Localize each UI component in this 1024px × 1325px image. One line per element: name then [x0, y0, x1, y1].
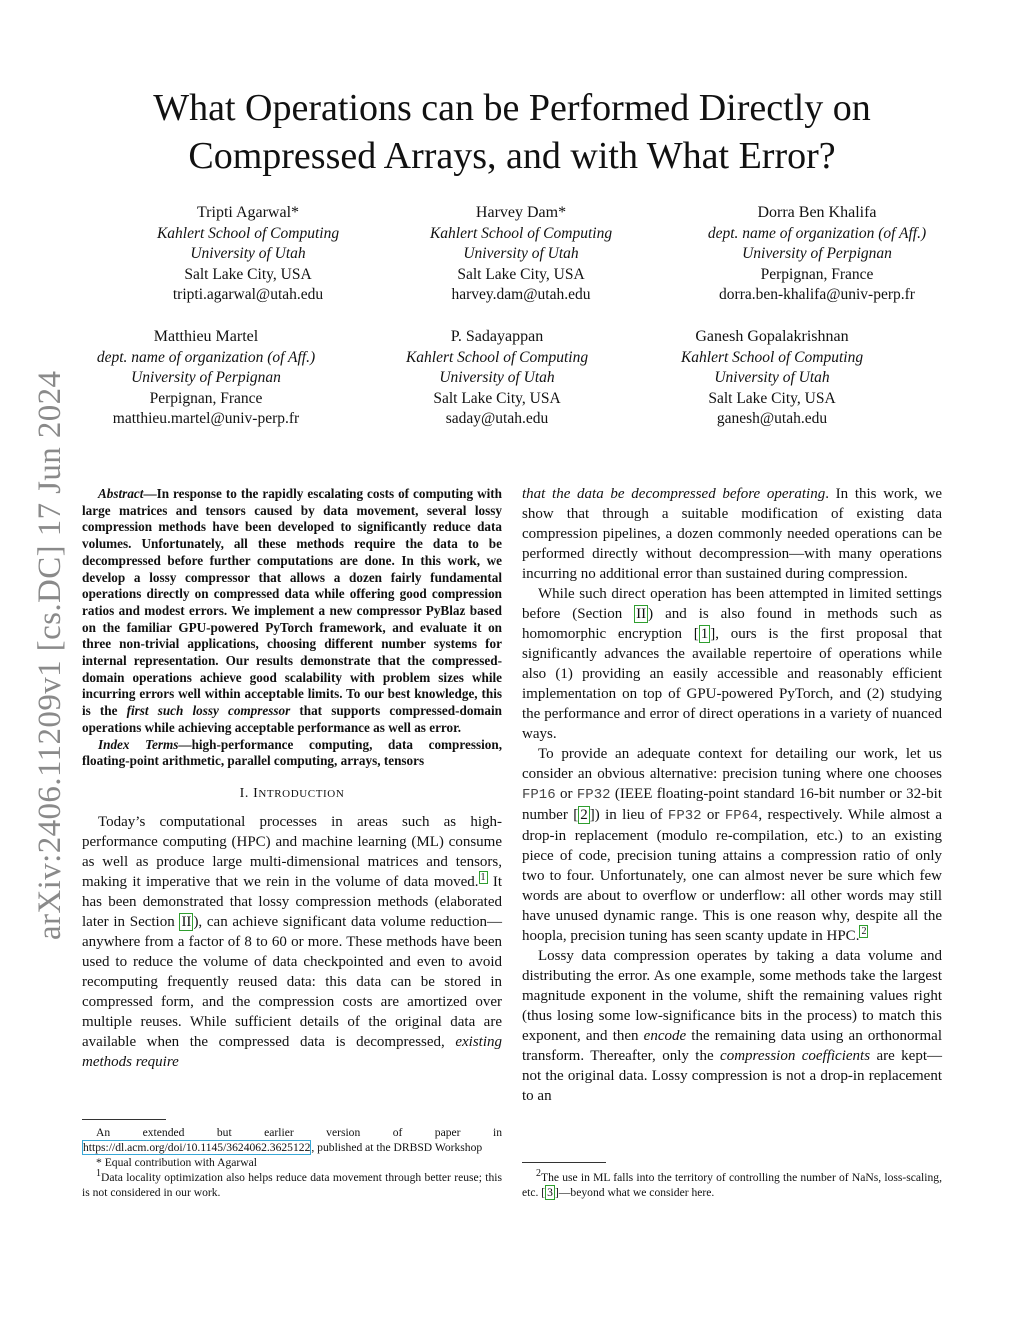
footnote-rule [522, 1162, 606, 1163]
title-line-1: What Operations can be Performed Directly on [153, 87, 871, 129]
author-name: Tripti Agarwal* [196, 204, 300, 221]
author-city: Salt Lake City, USA [184, 265, 312, 283]
author-email[interactable]: dorra.ben-khalifa@univ-perp.fr [719, 286, 915, 303]
author-city: Salt Lake City, USA [708, 389, 836, 407]
author-email[interactable]: harvey.dam@utah.edu [451, 286, 591, 303]
author-block [70, 327, 342, 430]
author-dept: dept. name of organization (of Aff.) [96, 348, 316, 366]
equal-contribution-note: * Equal contribution with Agarwal [96, 1156, 257, 1169]
author-block [128, 203, 368, 306]
body-paragraph: While such direct operation has been attempted in limited settings before (Section II ) and is also found in methods such as homomorphic encryption [ 1 ], ours is the first proposal that significantly advances the available repertoire of operations while also (1) providing an easily accessible and reasonably efficient implementation on top of GPU-powered PyTorch, and (2) studying the performance and error of direct operations in a variety of nuanced ways. [522, 586, 942, 742]
paper-title [90, 84, 934, 180]
footnotes-right: $^2$The use in ML falls into the territory of controlling the number of NaNs, loss-scaling, etc. [ 3 ]—beyond what we consider here. [522, 1168, 942, 1199]
citation-link[interactable]: 3 [547, 1186, 553, 1199]
section-ref-link[interactable]: II [636, 606, 647, 622]
abstract-text: —In response to the rapidly escalating costs of computing with large matrices and tensors caused by data movement, several lossy compression methods have been developed to significantly reduce data volumes. Unfortunately, all these methods require the data to be decompressed before further computations are done. In this work, we develop a lossy compressor that allows a dozen fairly fundamental operations directly on compressed data while offering good compression ratios and modest errors. We implement a new compressor PyBlaz based on the familiar GPU-powered PyTorch framework, and evaluate it on three non-trivial applications, choosing different number systems for internal representation. Our results demonstrate that the compressed-domain operations achieve good scalability with problem sizes while incurring errors well within acceptable limits. To our best knowledge, this is the [82, 486, 502, 719]
author-block [651, 327, 893, 430]
author-email[interactable]: ganesh@utah.edu [716, 410, 828, 427]
doi-link[interactable]: https://dl.acm.org/doi/10.1145/3624062.3625122 [83, 1141, 311, 1154]
author-dept: Kahlert School of Computing [680, 348, 864, 366]
abstract-emphasis: first such lossy compressor [126, 703, 291, 719]
index-terms-text: —high-performance computing, data compression, floating-point arithmetic, parallel computing, arrays, tensors [82, 736, 502, 769]
arxiv-identifier: arXiv:2406.11209v1 [cs.DC] 17 Jun 2024 [32, 370, 68, 940]
author-name: Ganesh Gopalakrishnan [695, 328, 849, 345]
author-city: Perpignan, France [149, 389, 263, 407]
footnotes-left: An extended but earlier version of paper in https://dl.acm.org/doi/10.1145/3624062.3625122, published at the DRBSD Workshop * Equal contribution with Agarwal $^1$Data locality optimization also helps reduce data movement through better reuse; this is not considered in our work. [82, 1126, 502, 1199]
author-org: University of Perpignan [131, 369, 281, 386]
author-city: Salt Lake City, USA [457, 265, 585, 283]
body-paragraph: that the data be decompressed before operating. In this work, we show that through a suitable modification of existing data compression pipelines, a dozen commonly needed operations can be performed directly without decompression—with many operations incurring no additional error than sustained during compression. [522, 486, 942, 582]
abstract-text-end: that supports compressed-domain operations while achieving acceptable performance as well as error. [82, 703, 502, 735]
section-ref-link[interactable]: II [181, 913, 192, 930]
author-email[interactable]: tripti.agarwal@utah.edu [172, 286, 324, 303]
right-column [522, 484, 942, 1106]
footnote-1-marker[interactable]: 1 [480, 871, 486, 883]
author-dept: Kahlert School of Computing [405, 348, 589, 366]
author-city: Salt Lake City, USA [433, 389, 561, 407]
author-name: Matthieu Martel [153, 328, 259, 345]
author-dept: dept. name of organization (of Aff.) [707, 224, 927, 242]
footnote-rule [82, 1119, 166, 1120]
author-email[interactable]: saday@utah.edu [445, 410, 549, 427]
footnote-2-marker[interactable]: 2 [861, 926, 867, 937]
author-name: Harvey Dam* [475, 204, 567, 221]
intro-paragraph: Today’s computational processes in areas such as high-performance computing (HPC) and machine learning (ML) consume as well as produce large multi-dimensional matrices and tensors, making it imperative that we rein in the volume of data moved. $^1$ It has been demonstrated that lossy compression methods (elaborated later in Section II ), can achieve significant data volume reduction—anywhere from a factor of 8 to 60 or more. These methods have been used to reduce the volume of data checkpointed and even to avoid recomputing frequently reused data: this data can be stored in compressed form, and the compression costs are amortized over multiple reuses. While sufficient details of the original data are available when the compressed data is decompressed, existing methods require [82, 813, 502, 1070]
author-org: University of Utah [714, 369, 830, 386]
body-paragraph: To provide an adequate context for detailing our work, let us consider an obvious alternative: precision tuning where one chooses FP16 or FP32 (IEEE floating-point standard 16-bit number or 32-bit number [ 2 ]) in lieu of FP32 or FP64, respectively. While almost a drop-in replacement (modulo re-compilation, etc.) to an existing piece of code, precision tuning attains a compression ratio of only two to four. Unfortunately, one can almost never be sure which few words are about to overflow or underflow: all other words may still have unused dynamic range. This is one reason why, despite all the hoopla, precision tuning has seen scanty update in HPC. $^2$ [522, 746, 942, 944]
abstract-lead: Abstract [98, 486, 144, 501]
author-org: University of Perpignan [742, 245, 892, 262]
author-name: P. Sadayappan [450, 328, 544, 345]
author-city: Perpignan, France [760, 265, 874, 283]
title-line-2: Compressed Arrays, and with What Error? [188, 135, 836, 177]
section-heading-introduction: I. INTRODUCTION [239, 785, 345, 801]
author-email[interactable]: matthieu.martel@univ-perp.fr [112, 410, 300, 427]
left-column [82, 486, 502, 1072]
author-block [376, 327, 618, 430]
author-dept: Kahlert School of Computing [156, 224, 340, 242]
author-org: University of Utah [463, 245, 579, 262]
author-org: University of Utah [439, 369, 555, 386]
citation-link[interactable]: 2 [580, 807, 588, 823]
citation-link[interactable]: 1 [700, 626, 709, 642]
author-dept: Kahlert School of Computing [429, 224, 613, 242]
body-paragraph: Lossy data compression operates by taking a data volume and distributing the error. As one example, some methods take the largest magnitude exponent in the volume, shift the remaining values right (thus losing some low-significance bits in the process) to match this exponent, and then encode the remaining data using an orthonormal transform. Thereafter, only the compression coefficients are kept—not the original data. Lossy compression is not a drop-in replacement to an [522, 948, 943, 1104]
index-terms-lead: Index Terms [98, 736, 179, 752]
abstract [82, 486, 502, 770]
footnote-1-text: Data locality optimization also helps reduce data movement through better reuse; this is not considered in our work. [82, 1171, 502, 1199]
author-block [667, 203, 967, 306]
author-block [401, 203, 641, 306]
author-org: University of Utah [190, 245, 306, 262]
author-name: Dorra Ben Khalifa [757, 204, 877, 221]
